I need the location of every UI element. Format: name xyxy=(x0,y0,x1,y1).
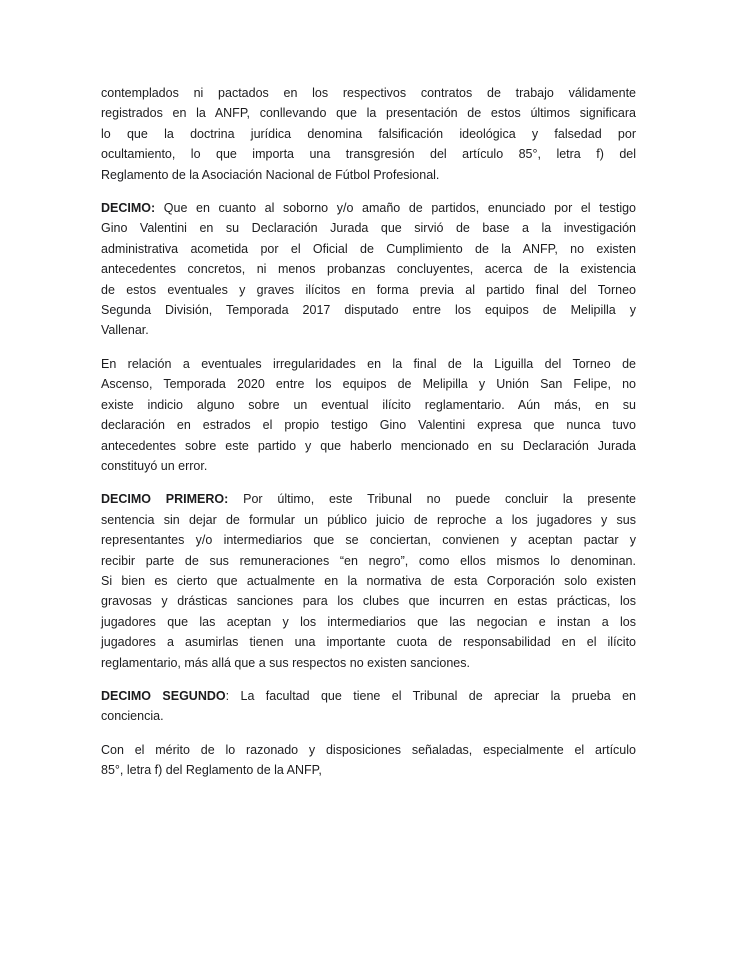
text-line: lo que la doctrina jurídica denomina falsificación ideológica y falsedad por xyxy=(101,126,636,141)
text-line: gravosas y drásticas sanciones para los clubes que incurren en estas prácticas, los xyxy=(101,594,636,609)
text-line: ocultamiento, lo que importa una transgresión del artículo 85°, letra f) del xyxy=(101,147,636,162)
text-line: sentencia sin dejar de formular un público juicio de reproche a los jugadores y sus xyxy=(101,512,636,527)
text-line: jugadores a asumirlas tienen una importante cuota de responsabilidad en el ilícito xyxy=(101,635,636,650)
text-line: existe indicio alguno sobre un eventual ilícito reglamentario. Aún más, en su xyxy=(101,397,636,412)
text-line: antecedentes concretos, ni menos probanzas concluyentes, acerca de la existencia xyxy=(101,262,636,277)
paragraph xyxy=(101,489,636,673)
text-line: conciencia. xyxy=(101,709,164,724)
text-line: DECIMO SEGUNDO: La facultad que tiene el Tribunal de apreciar la prueba en xyxy=(101,688,636,703)
text-line: Reglamento de la Asociación Nacional de Fútbol Profesional. xyxy=(101,167,440,182)
text-line: Con el mérito de lo razonado y disposiciones señaladas, especialmente el artículo xyxy=(101,742,636,757)
text-line: recibir parte de sus remuneraciones “en negro”, como ellos mismos lo denominan. xyxy=(101,553,636,568)
paragraph-lead-label: DECIMO PRIMERO: xyxy=(101,492,229,507)
text-line: DECIMO: Que en cuanto al soborno y/o amaño de partidos, enunciado por el testigo xyxy=(101,201,636,216)
text-line: En relación a eventuales irregularidades en la final de la Liguilla del Torneo de xyxy=(101,356,636,371)
text-line: DECIMO PRIMERO: Por último, este Tribunal no puede concluir la presente xyxy=(101,492,636,507)
text-line: antecedentes sobre este partido y que haberlo mencionado en su Declaración Jurada xyxy=(101,438,636,453)
text-line: Segunda División, Temporada 2017 disputado entre los equipos de Melipilla y xyxy=(101,303,636,318)
text-line: declaración en estrados el propio testigo Gino Valentini expresa que nunca tuvo xyxy=(101,418,636,433)
paragraph xyxy=(101,354,636,476)
text-line: jugadores que las aceptan y los intermediarios que las negocian e instan a los xyxy=(101,614,636,629)
text-line: Si bien es cierto que actualmente en la normativa de esta Corporación solo existen xyxy=(101,573,636,588)
text-line: reglamentario, más allá que a sus respectos no existen sanciones. xyxy=(101,655,470,670)
text-line: representantes y/o intermediarios que se conciertan, convienen y aceptan pactar y xyxy=(101,533,636,548)
text-line: de estos eventuales y graves ilícitos en forma previa al partido final del Torneo xyxy=(101,282,636,297)
text-line: Ascenso, Temporada 2020 entre los equipos de Melipilla y Unión San Felipe, no xyxy=(101,377,636,392)
text-line: administrativa acometida por el Oficial de Cumplimiento de la ANFP, no existen xyxy=(101,241,636,256)
paragraph xyxy=(101,740,636,781)
text-line: Vallenar. xyxy=(101,323,149,338)
paragraph xyxy=(101,686,636,727)
paragraph xyxy=(101,83,636,185)
text-line: 85°, letra f) del Reglamento de la ANFP, xyxy=(101,763,322,778)
text-line: constituyó un error. xyxy=(101,458,208,473)
paragraph-lead-label: DECIMO: xyxy=(101,201,156,216)
text-line: contemplados ni pactados en los respectivos contratos de trabajo válidamente xyxy=(101,86,636,100)
paragraph xyxy=(101,198,636,341)
paragraph-lead-label: DECIMO SEGUNDO xyxy=(101,688,226,703)
text-line: Gino Valentini en su Declaración Jurada que sirvió de base a la investigación xyxy=(101,221,636,236)
document-text xyxy=(101,83,636,781)
text-line: registrados en la ANFP, conllevando que la presentación de estos últimos significara xyxy=(101,106,636,121)
